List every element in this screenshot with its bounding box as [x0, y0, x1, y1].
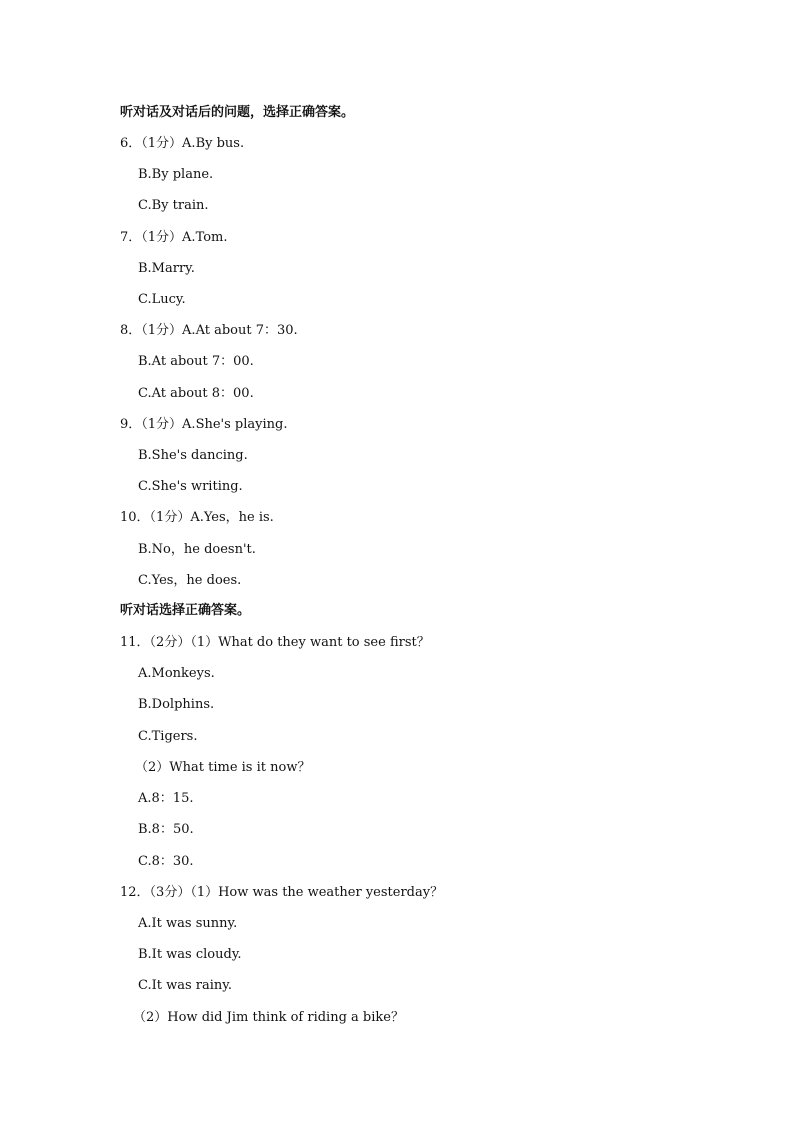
question-7-option-c: C.Lucy.	[138, 292, 186, 307]
question-7-stem: 7．（1分）A.Tom.	[120, 230, 228, 245]
question-8-option-c: C.At about 8：00.	[138, 386, 254, 401]
question-10-option-c: C.Yes，he does.	[138, 573, 242, 588]
question-8-option-b: B.At about 7：00.	[138, 354, 254, 369]
section-instruction-listening-questions: 听对话及对话后的问题，选择正确答案。	[120, 105, 355, 120]
question-11-subquestion-2: （2）What time is it now？	[135, 760, 311, 775]
question-11-sub2-option-c: C.8：30.	[138, 854, 194, 869]
question-11-sub2-option-b: B.8：50.	[138, 822, 194, 837]
question-6-option-c: C.By train.	[138, 198, 209, 213]
question-9-option-c: C.She's writing.	[138, 479, 243, 494]
question-12-option-a: A.It was sunny.	[138, 916, 238, 931]
question-11-option-b: B.Dolphins.	[138, 697, 215, 712]
question-12-option-c: C.It was rainy.	[138, 978, 233, 993]
question-7-option-b: B.Marry.	[138, 261, 195, 276]
section-instruction-listening-dialogue: 听对话选择正确答案。	[120, 603, 251, 618]
question-6-option-b: B.By plane.	[138, 167, 214, 182]
question-6-stem: 6．（1分）A.By bus.	[120, 136, 245, 151]
question-10-stem: 10．（1分）A.Yes，he is.	[120, 510, 274, 525]
question-11-option-a: A.Monkeys.	[138, 666, 215, 681]
question-12-option-b: B.It was cloudy.	[138, 947, 242, 962]
question-10-option-b: B.No，he doesn't.	[138, 542, 256, 557]
question-9-option-b: B.She's dancing.	[138, 448, 248, 463]
question-8-stem: 8．（1分）A.At about 7：30.	[120, 323, 298, 338]
question-11-stem: 11．（2分）（1）What do they want to see first？	[120, 635, 430, 650]
question-12-subquestion-2: （2）How did Jim think of riding a bike？	[133, 1010, 404, 1025]
question-11-sub2-option-a: A.8：15.	[138, 791, 194, 806]
question-11-option-c: C.Tigers.	[138, 729, 198, 744]
question-12-stem: 12．（3分）（1）How was the weather yesterday？	[120, 885, 444, 900]
question-9-stem: 9．（1分）A.She's playing.	[120, 417, 288, 432]
